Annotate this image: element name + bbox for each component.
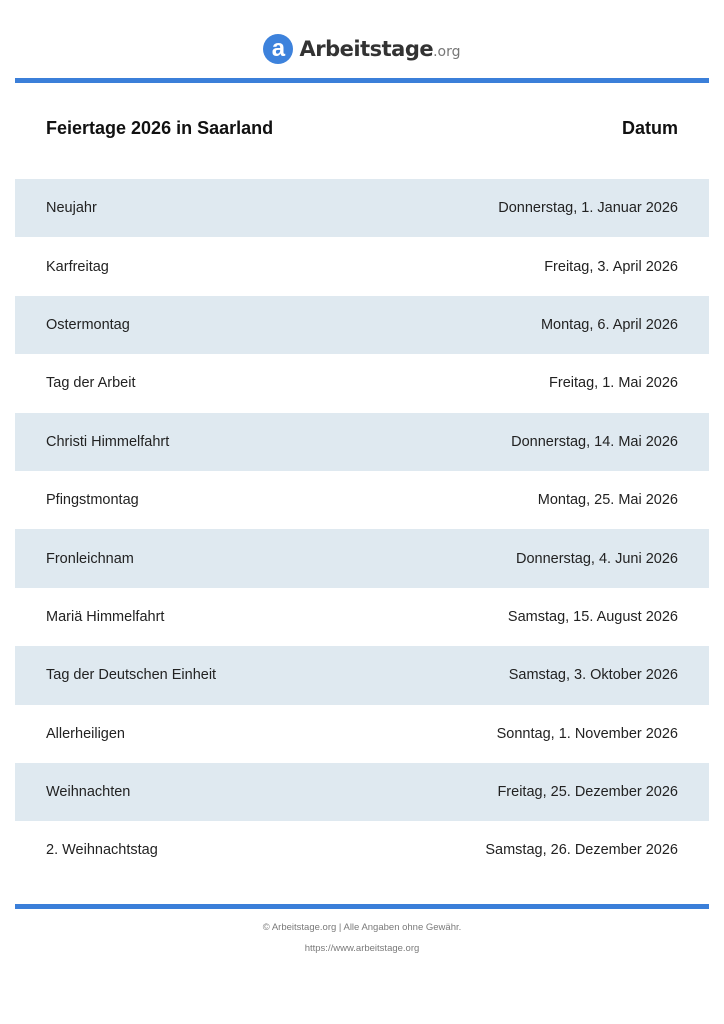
- table-row: [15, 821, 709, 879]
- holiday-date: Samstag, 15. August 2026: [507, 608, 678, 625]
- logo-name: Arbeitstage: [299, 37, 434, 61]
- holiday-date: Freitag, 1. Mai 2026: [549, 375, 678, 392]
- table-row: [15, 296, 709, 354]
- holiday-name: Neujahr: [46, 200, 97, 217]
- bottom-divider: [15, 904, 709, 909]
- holiday-name: Fronleichnam: [46, 550, 134, 567]
- table-row: [15, 179, 709, 237]
- table-row: [15, 646, 709, 704]
- table-header: [46, 118, 678, 139]
- holiday-date: Freitag, 25. Dezember 2026: [497, 784, 678, 801]
- holiday-date: Sonntag, 1. November 2026: [496, 725, 678, 742]
- holiday-date: Samstag, 26. Dezember 2026: [485, 842, 678, 859]
- holiday-date: Donnerstag, 1. Januar 2026: [498, 200, 678, 217]
- table-row: [15, 529, 709, 587]
- holiday-date: Donnerstag, 4. Juni 2026: [515, 550, 678, 567]
- holiday-name: 2. Weihnachtstag: [46, 842, 158, 859]
- table-row: [15, 237, 709, 295]
- footer-url-link[interactable]: https://www.arbeitstage.org: [304, 943, 420, 954]
- table-row: [15, 413, 709, 471]
- page-title: Feiertage 2026 in Saarland: [46, 118, 274, 138]
- holiday-name: Pfingstmontag: [46, 492, 139, 509]
- holiday-name: Karfreitag: [46, 258, 109, 275]
- date-column-header: Datum: [621, 118, 678, 138]
- holiday-name: Allerheiligen: [46, 725, 125, 742]
- table-row: [15, 471, 709, 529]
- holiday-date: Donnerstag, 14. Mai 2026: [511, 433, 678, 450]
- holiday-name: Mariä Himmelfahrt: [46, 608, 165, 625]
- table-row: [15, 705, 709, 763]
- holiday-date: Montag, 25. Mai 2026: [537, 492, 678, 509]
- table-row: [15, 763, 709, 821]
- holiday-table: [15, 179, 709, 880]
- holiday-date: Freitag, 3. April 2026: [544, 258, 678, 275]
- logo-tld: .org: [433, 44, 461, 60]
- holiday-name: Ostermontag: [46, 316, 130, 333]
- footer-copyright: © Arbeitstage.org | Alle Angaben ohne Gewähr.: [262, 922, 462, 933]
- table-row: [15, 588, 709, 646]
- holiday-date: Montag, 6. April 2026: [540, 316, 678, 333]
- holiday-name: Christi Himmelfahrt: [46, 433, 170, 450]
- logo[interactable]: [0, 32, 724, 66]
- holiday-name: Weihnachten: [46, 784, 131, 801]
- table-row: [15, 354, 709, 412]
- top-divider: [15, 78, 709, 83]
- at-sign-icon: a: [263, 34, 293, 64]
- holiday-name: Tag der Deutschen Einheit: [46, 667, 217, 684]
- holiday-name: Tag der Arbeit: [46, 375, 136, 392]
- holiday-date: Samstag, 3. Oktober 2026: [508, 667, 678, 684]
